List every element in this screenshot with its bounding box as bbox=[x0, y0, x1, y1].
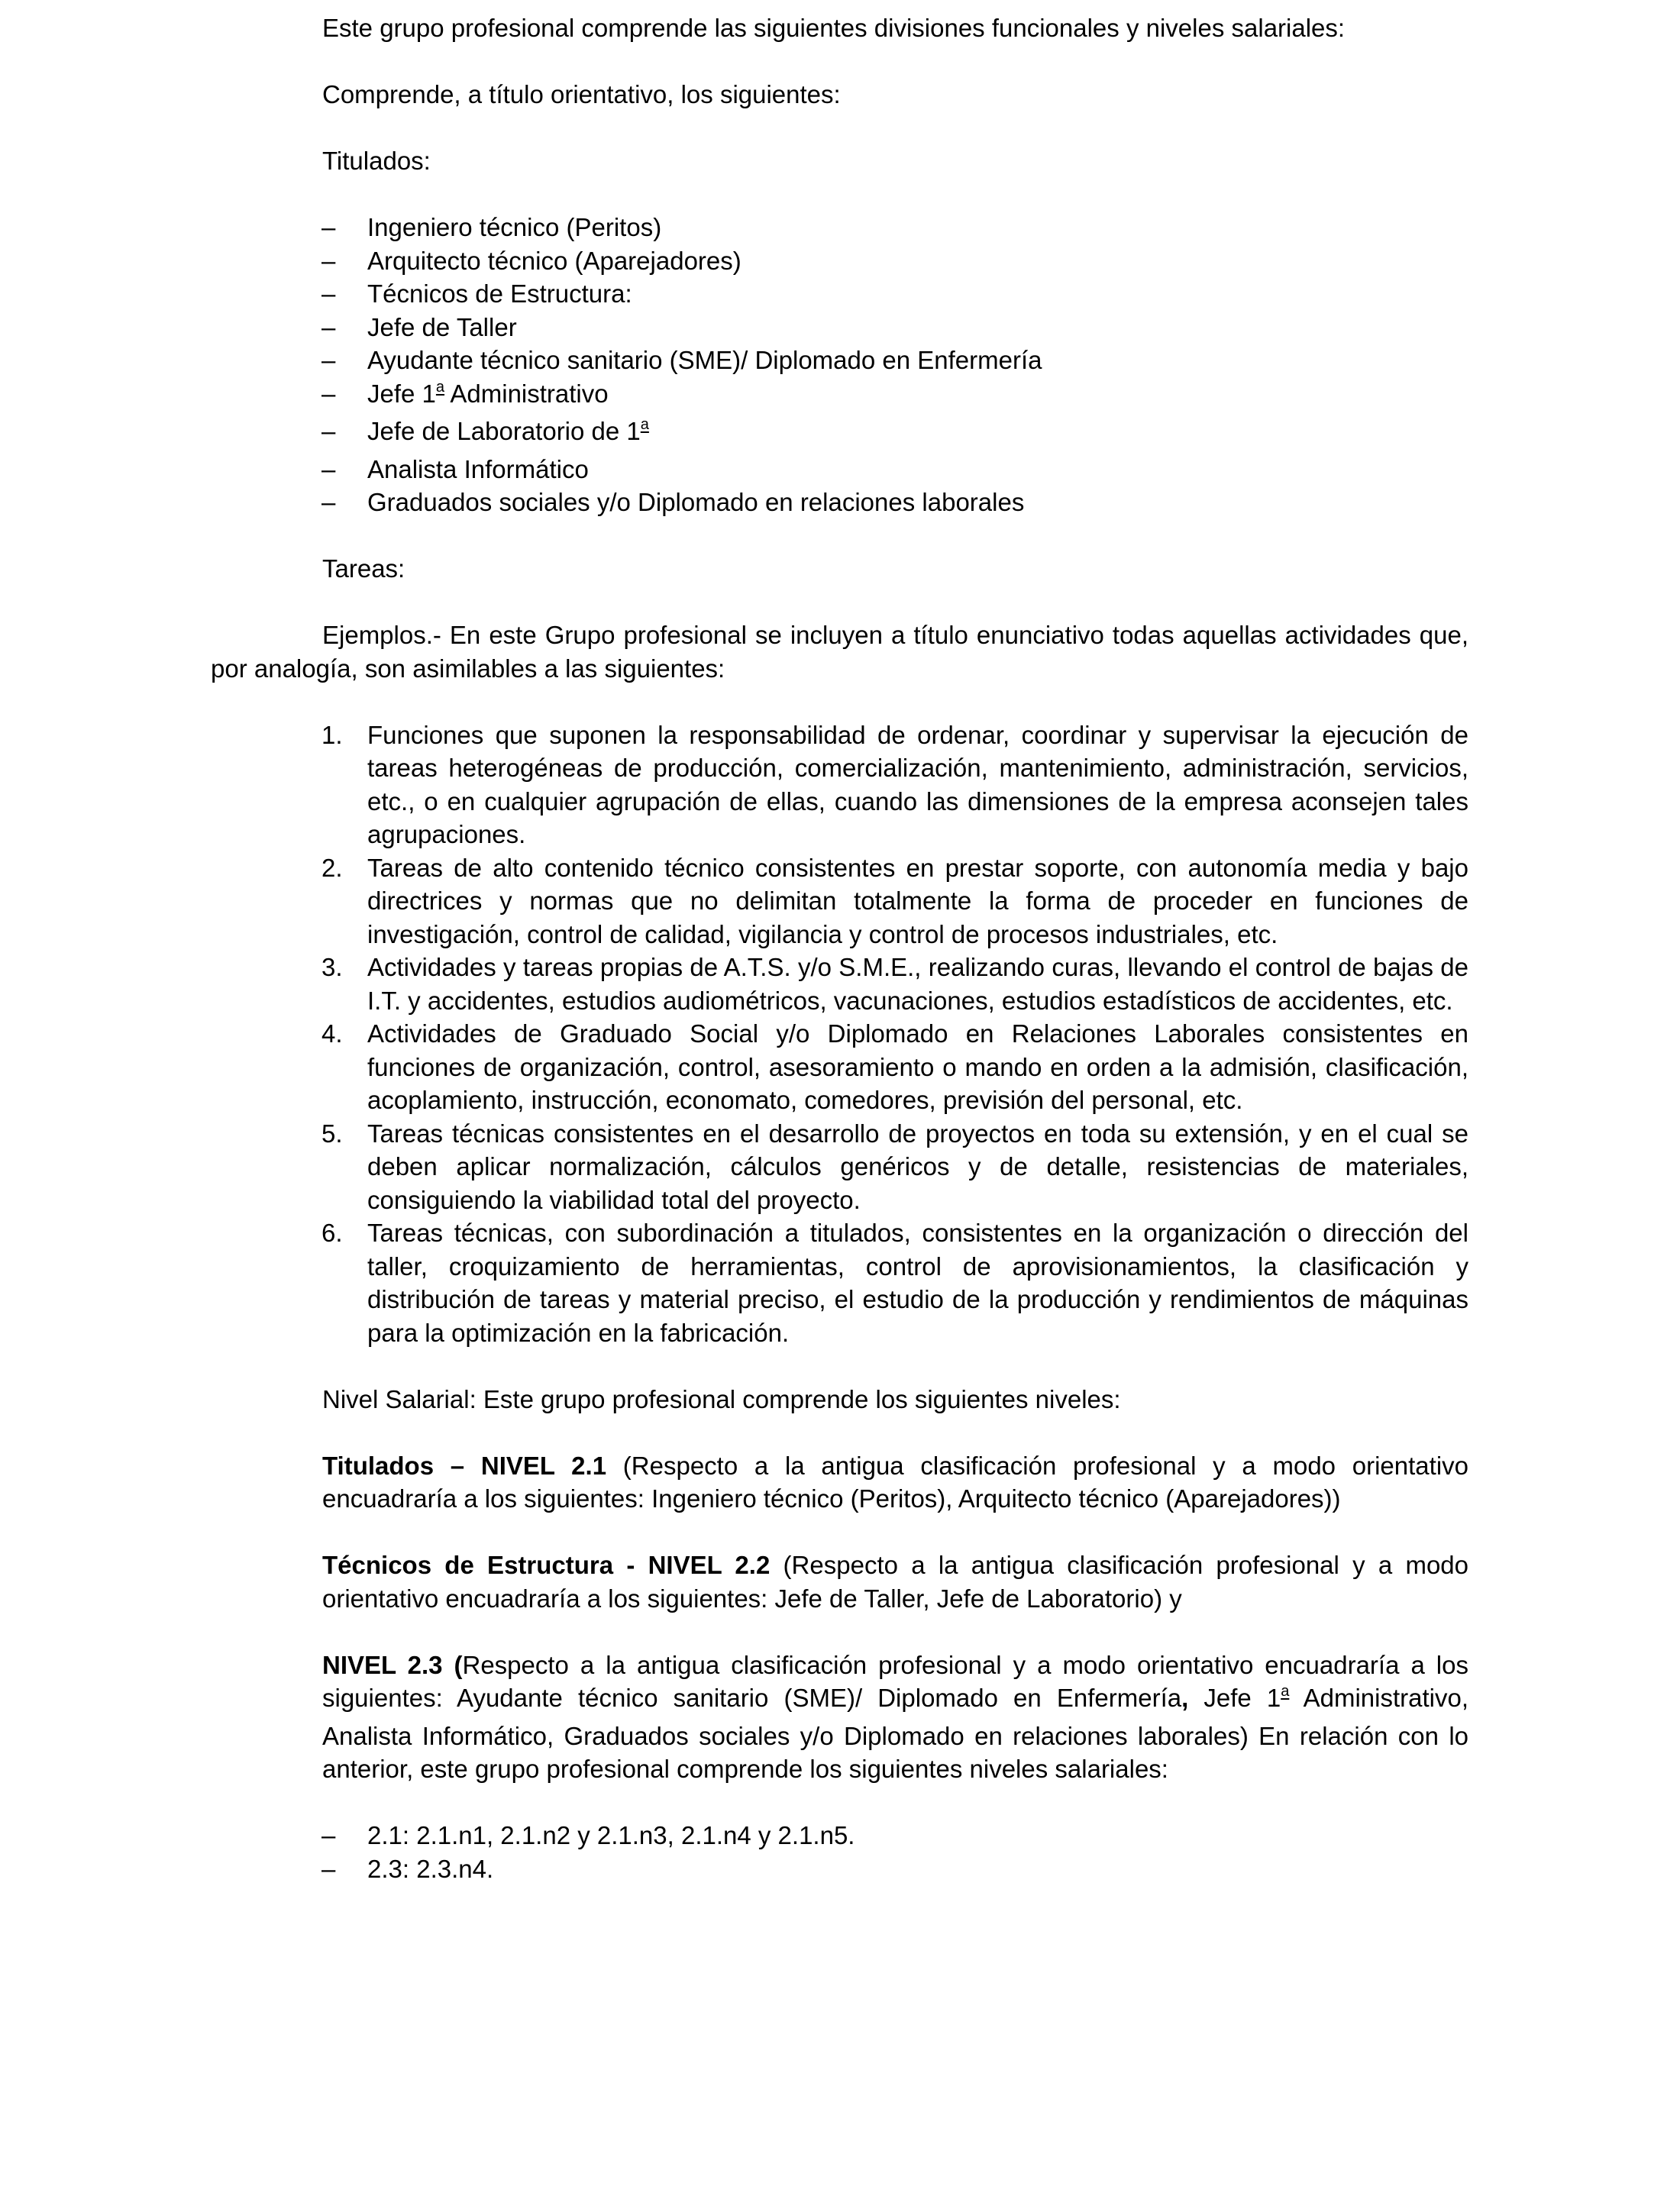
list-number: 3. bbox=[321, 953, 343, 981]
dash-bullet-icon: – bbox=[321, 488, 336, 516]
list-item: – Jefe de Taller bbox=[211, 311, 1468, 344]
list-item: 1. Funciones que suponen la responsabilidad de ordenar, coordinar y supervisar la ejecución de tareas heterogéneas de producción, comercialización, mantenimiento, administración, servicios, etc., o en cualquier agrupación de ellas, cuando las dimensiones de la empresa aconsejen tales agrupaciones. bbox=[211, 719, 1468, 851]
nivel-2-1-title: Titulados – NIVEL 2.1 bbox=[322, 1451, 607, 1480]
list-item: 5. Tareas técnicas consistentes en el desarrollo de proyectos en toda su extensión, y en el cual se deben aplicar normalización, cálculos genéricos y de detalle, resistencias de materiales, consiguiendo la viabilidad total del proyecto. bbox=[211, 1117, 1468, 1217]
nivel-2-1-paragraph: Titulados – NIVEL 2.1 (Respecto a la antigua clasificación profesional y a modo orientativo encuadraría a los siguientes: Ingeniero técnico (Peritos), Arquitecto técnico (Aparejadores)) bbox=[322, 1451, 1469, 1513]
list-item: – 2.3: 2.3.n4. bbox=[211, 1852, 1468, 1886]
dash-bullet-icon: – bbox=[321, 1821, 336, 1849]
list-number: 5. bbox=[321, 1119, 343, 1148]
spacer bbox=[211, 1516, 1468, 1549]
list-item: 4. Actividades de Graduado Social y/o Diplomado en Relaciones Laborales consistentes en funciones de organización, control, asesoramiento o mando en orden a la admisión, clasificación, acoplamiento, instrucción, economato, comedores, previsión del personal, etc. bbox=[211, 1017, 1468, 1117]
tareas-heading: Tareas: bbox=[322, 554, 405, 583]
list-item: 3. Actividades y tareas propias de A.T.S. y/o S.M.E., realizando curas, llevando el control de bajas de I.T. y accidentes, estudios audiométricos, vacunaciones, estudios estadísticos de accidentes, etc. bbox=[211, 951, 1468, 1017]
spacer bbox=[211, 586, 1468, 619]
list-item: 6. Tareas técnicas, con subordinación a titulados, consistentes en la organización o dirección del taller, croquizamiento de herramientas, control de aprovisionamientos, la clasificación y distribución de tareas y material preciso, el estudio de la producción y rendimientos de máquinas para la optimización en la fabricación. bbox=[211, 1216, 1468, 1349]
ordinal-superscript: a bbox=[435, 378, 445, 396]
ejemplos-paragraph: Ejemplos.- En este Grupo profesional se incluyen a título enunciativo todas aquellas actividades que, por analogía, son asimilables a las siguientes: bbox=[211, 621, 1468, 683]
list-number: 1. bbox=[321, 720, 343, 749]
spacer bbox=[211, 178, 1468, 212]
nivel-2-3-paragraph: NIVEL 2.3 (Respecto a la antigua clasificación profesional y a modo orientativo encuadraría a los siguientes: Ayudante técnico sanitario (SME)/ Diplomado en Enfermería, Jefe 1$^a$ Administrativo, Analista Informático, Graduados sociales y/o Diplomado en relaciones laborales) En relación con lo anterior, este grupo profesional comprende los siguientes niveles salariales: bbox=[322, 1650, 1468, 1783]
list-number: 6. bbox=[321, 1219, 343, 1247]
list-number: 4. bbox=[321, 1019, 343, 1048]
tareas-list bbox=[211, 719, 1468, 1350]
dash-bullet-icon: – bbox=[321, 454, 336, 483]
list-number: 2. bbox=[321, 853, 343, 882]
list-item: – Técnicos de Estructura: bbox=[211, 277, 1468, 311]
titulados-heading: Titulados: bbox=[322, 147, 431, 175]
dash-bullet-icon: – bbox=[321, 312, 336, 341]
spacer bbox=[211, 1416, 1468, 1449]
dash-bullet-icon: – bbox=[321, 1854, 336, 1883]
list-item: – Arquitecto técnico (Aparejadores) bbox=[211, 244, 1468, 278]
dash-bullet-icon: – bbox=[321, 213, 336, 241]
intro-paragraph: Este grupo profesional comprende las siguientes divisiones funcionales y niveles salariales: bbox=[322, 14, 1346, 42]
list-item: – Jefe 1$^a$ Administrativo bbox=[211, 377, 1468, 415]
dash-bullet-icon: – bbox=[321, 379, 336, 408]
nivel-salarial-paragraph: Nivel Salarial: Este grupo profesional comprende los siguientes niveles: bbox=[322, 1384, 1121, 1413]
dash-bullet-icon: – bbox=[321, 417, 336, 445]
list-item: – Jefe de Laboratorio de 1$^a$ bbox=[211, 415, 1468, 453]
list-item: 2. Tareas de alto contenido técnico consistentes en prestar soporte, con autonomía media y bajo directrices y normas que no delimitan totalmente la forma de proceder en funciones de investigación, control de calidad, vigilancia y control de procesos industriales, etc. bbox=[211, 851, 1468, 951]
ordinal-superscript: a bbox=[1281, 1683, 1290, 1700]
spacer bbox=[211, 1615, 1468, 1649]
niveles-list bbox=[211, 1819, 1468, 1885]
nivel-2-2-title: Técnicos de Estructura - NIVEL 2.2 bbox=[322, 1551, 771, 1579]
list-item: – 2.1: 2.1.n1, 2.1.n2 y 2.1.n3, 2.1.n4 y 2.1.n5. bbox=[211, 1819, 1468, 1852]
dash-bullet-icon: – bbox=[321, 346, 336, 374]
nivel-2-2-paragraph: Técnicos de Estructura - NIVEL 2.2 (Respecto a la antigua clasificación profesional y a modo orientativo encuadraría a los siguientes: Jefe de Taller, Jefe de Laboratorio) y bbox=[322, 1551, 1469, 1613]
spacer bbox=[211, 1349, 1468, 1383]
nivel-2-3-title: NIVEL 2.3 ( bbox=[322, 1650, 463, 1679]
list-item: – Ayudante técnico sanitario (SME)/ Diplomado en Enfermería bbox=[211, 344, 1468, 377]
list-item: – Analista Informático bbox=[211, 453, 1468, 486]
comprende-paragraph: Comprende, a título orientativo, los siguientes: bbox=[322, 80, 841, 108]
spacer bbox=[211, 519, 1468, 553]
spacer bbox=[211, 111, 1468, 145]
spacer bbox=[211, 1786, 1468, 1820]
list-item: – Graduados sociales y/o Diplomado en relaciones laborales bbox=[211, 486, 1468, 519]
ordinal-superscript: a bbox=[640, 416, 649, 433]
list-item: – Ingeniero técnico (Peritos) bbox=[211, 211, 1468, 244]
dash-bullet-icon: – bbox=[321, 279, 336, 308]
spacer bbox=[211, 45, 1468, 79]
dash-bullet-icon: – bbox=[321, 246, 336, 275]
document-page bbox=[211, 11, 1468, 1885]
spacer bbox=[211, 685, 1468, 719]
titulados-list bbox=[211, 211, 1468, 519]
